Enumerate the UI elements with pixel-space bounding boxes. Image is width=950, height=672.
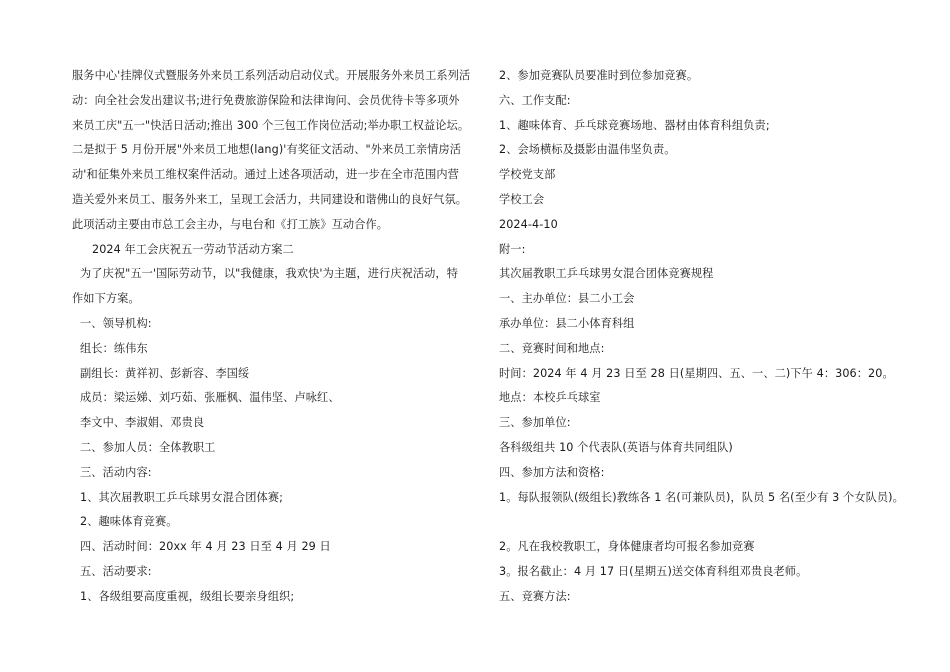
list-item: 1、各级组要高度重视，级组长要亲身组织; [80, 589, 295, 603]
paragraph-line: 此项活动主要由市总工会主办，与电台和《打工族》互动合作。 [72, 217, 389, 231]
heading-line: 五、活动要求: [80, 564, 152, 578]
heading-line: 二、参加人员：全体教职工 [80, 440, 216, 454]
list-item: 李文中、李淑娟、邓贵良 [80, 416, 205, 430]
list-item: 1、趣味体育、乒乓球竞赛场地、器材由体育科组负责; [499, 118, 770, 132]
heading-line: 二、竞赛时间和地点: [499, 341, 605, 355]
signature-line: 学校工会 [499, 192, 545, 206]
paragraph-line: 承办单位：县二小体育科组 [499, 316, 635, 330]
right-column [499, 64, 904, 610]
paragraph-line: 动'和征集外来员工维权案件活动。通过上述各项活动，进一步在全市范围内营 [72, 168, 459, 182]
left-column [72, 64, 471, 610]
paragraph-line: 时间：2024 年 4 月 23 日至 28 日(星期四、五、一、二)下午 4：306：20。 [499, 366, 894, 380]
paragraph-line: 二是拟于 5 月份开展"外来员工地想(lang)'有奖征文活动、"外来员工亲情房活 [72, 143, 462, 157]
section-title: 其次届教职工乒乓球男女混合团体竞赛规程 [499, 267, 714, 281]
list-item: 2。凡在我校教职工，身体健康者均可报名参加竞赛 [499, 540, 755, 554]
paragraph-line: 为了庆祝"五一'国际劳动节，以"我健康，我欢快'为主题，进行庆祝活动，特 [80, 267, 459, 281]
list-item: 组长：练伟东 [80, 341, 148, 355]
paragraph-line: 造关爱外来员工、服务外来工，呈现工会活力，共同建设和谐佛山的良好气氛。 [72, 192, 468, 206]
paragraph-line: 地点：本校乒乓球室 [499, 391, 601, 405]
list-item: 2、会场横标及摄影由温伟坚负责。 [499, 143, 676, 157]
paragraph-line: 来员工庆"五一"快活日活动;推出 300 个三包工作岗位活动;举办职工权益论坛。 [72, 118, 470, 132]
paragraph-line: 各科级组共 10 个代表队(英语与体育共同组队) [499, 440, 733, 454]
heading-line: 三、活动内容: [80, 465, 152, 479]
heading-line: 六、工作支配: [499, 93, 571, 107]
list-item: 3。报名截止：4 月 17 日(星期五)送交体育科组邓贵良老师。 [499, 564, 808, 578]
heading-line: 五、竞赛方法: [499, 589, 571, 603]
list-item: 2、趣味体育竞赛。 [80, 515, 178, 529]
heading-line: 三、参加单位: [499, 416, 571, 430]
list-item: 1。每队报领队(级组长)教练各 1 名(可兼队员)，队员 5 名(至少有 3 个女队员)。 [499, 490, 904, 504]
list-item: 1、其次届教职工乒乓球男女混合团体赛; [80, 490, 283, 504]
heading-line: 四、活动时间：20xx 年 4 月 23 日至 4 月 29 日 [80, 540, 331, 554]
section-title: 2024 年工会庆祝五一劳动节活动方案二 [92, 242, 294, 256]
signature-line: 学校党支部 [499, 168, 556, 182]
heading-line: 一、主办单位：县二小工会 [499, 292, 635, 306]
list-item: 成员：梁运娣、刘巧茹、张雁枫、温伟坚、卢咏红、 [80, 391, 340, 405]
list-item: 2、参加竞赛队员要准时到位参加竞赛。 [499, 69, 699, 82]
paragraph-line: 服务中心'挂牌仪式暨服务外来员工系列活动启动仪式。开展服务外来员工系列活 [72, 69, 471, 82]
heading-line: 四、参加方法和资格: [499, 465, 605, 479]
heading-line: 一、领导机构: [80, 316, 152, 330]
paragraph-line: 作如下方案。 [72, 292, 140, 306]
date-line: 2024-4-10 [499, 217, 558, 231]
list-item: 副组长：黄祥初、彭新容、李国绥 [80, 366, 250, 380]
paragraph-line: 动：向全社会发出建议书;进行免费旅游保险和法律询问、会员优待卡等多项外 [72, 93, 460, 107]
appendix-label: 附一: [499, 242, 526, 256]
blank-line [499, 510, 899, 535]
